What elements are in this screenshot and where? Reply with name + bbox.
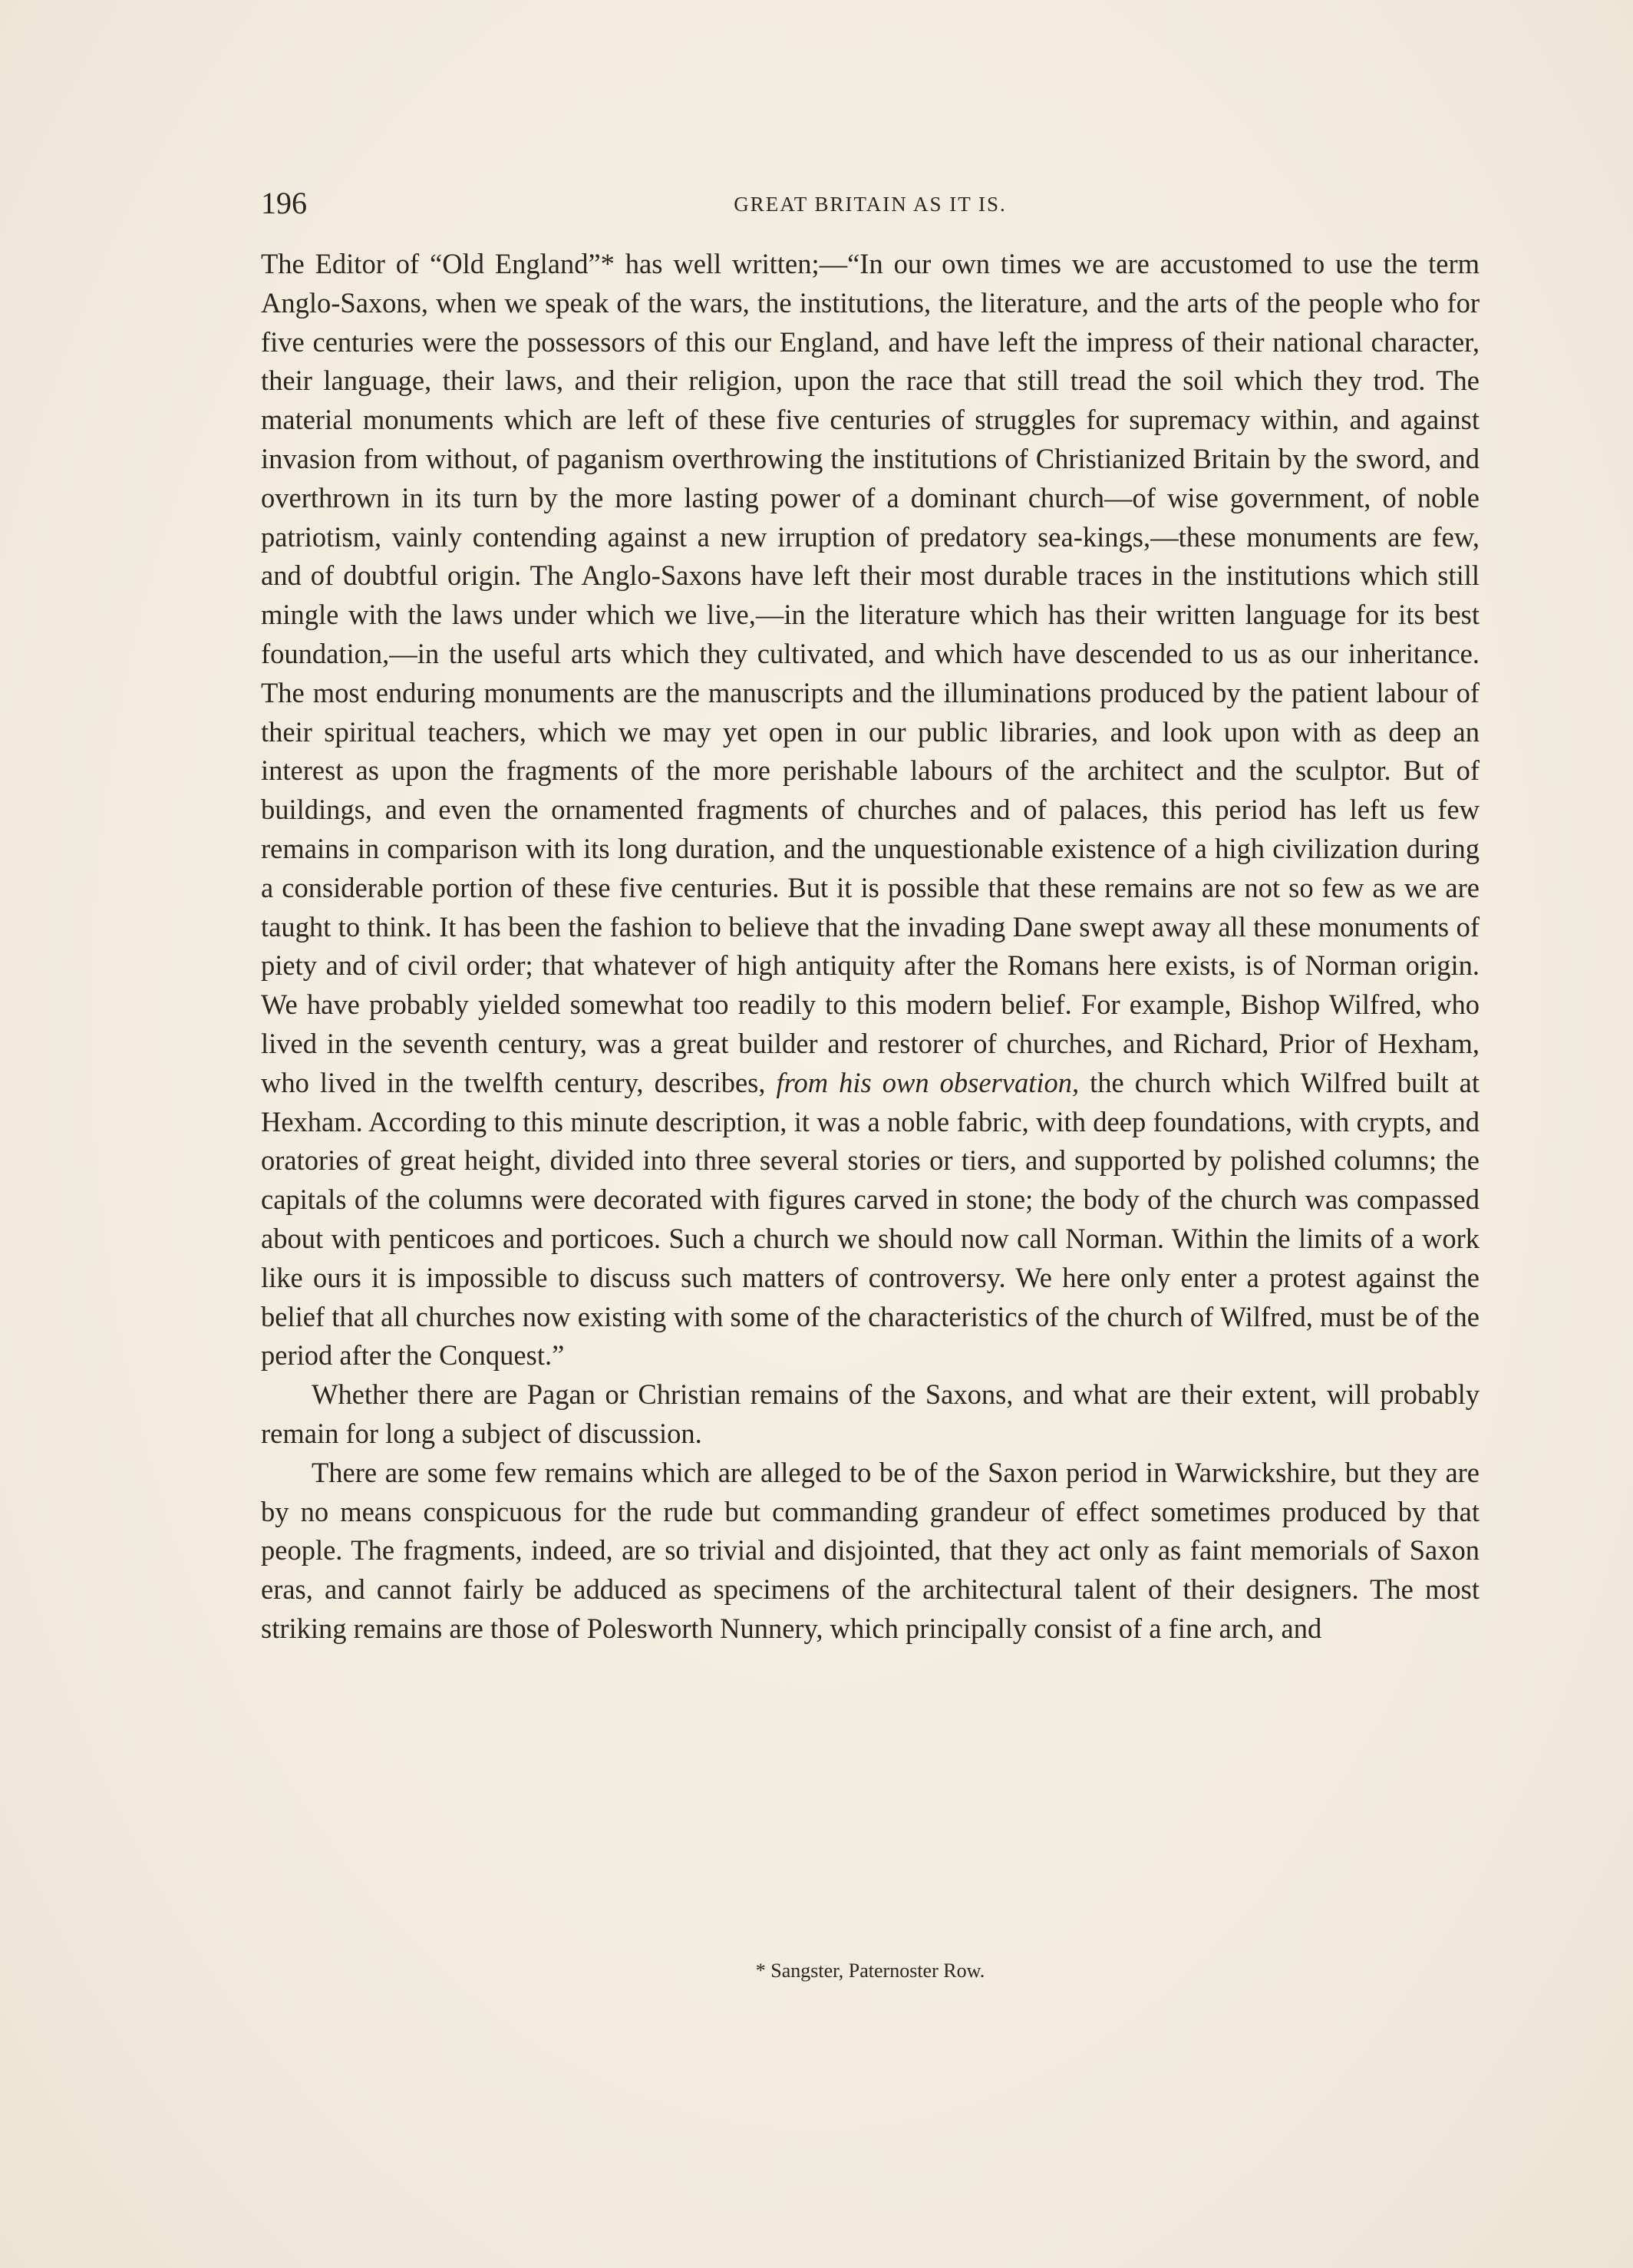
paragraph-1-part-1: The Editor of “Old England”* has well written;—“In our own times we are accustomed to use the term Anglo-Saxons, when we speak of the wars, the institutions, the literature, and the arts of the people who for five centuries were the possessors of this our England, and have left the impress of their national character, their language, their laws, and their religion, upon the race that still tread the soil which they trod. The material monuments which are left of these five centuries of struggles for supremacy within, and against invasion from without, of paganism overthrowing the institutions of Christianized Britain by the sword, and overthrown in its turn by the more lasting power of a dominant church—of wise government, of noble patriotism, vainly contending against a new irruption of predatory sea-kings,—these monuments are few, and of doubtful origin. The Anglo-Saxons have left their most durable traces in the institutions which still mingle with the laws under which we live,—in the literature which has their written language for its best foundation,—in the useful arts which they cultivated, and which have descended to us as our inheritance. The most enduring monuments are the manuscripts and the illuminations produced by the patient labour of their spiritual teachers, which we may yet open in our public libraries, and look upon with as deep an interest as upon the fragments of the more perishable labours of the architect and the sculptor. But of buildings, and even the ornamented fragments of churches and of palaces, this period has left us few remains in comparison with its long duration, and the unquestionable existence of a high civilization during a considerable portion of these five centuries. But it is possible that these remains are not so few as we are taught to think. It has been the fashion to believe that the invading Dane swept away all these monuments of piety and of civil order; that whatever of high antiquity after the Romans here exists, is of Norman origin. We have probably yielded somewhat too readily to this modern belief. For example, Bishop Wilfred, who lived in the seventh century, was a great builder and restorer of churches, and Richard, Prior of Hexham, who lived in the twelfth century, describes, xyxy=(261,248,1480,1098)
paragraph-1-part-2: the church which Wilfred built at Hexham. According to this minute description, it was a noble fabric, with deep foundations, with crypts, and oratories of great height, divided into three several stories or tiers, and supported by polished columns; the capitals of the columns were decorated with figures carved in stone; the body of the church was compassed about with penticoes and porticoes. Such a church we should now call Norman. Within the limits of a work like ours it is impossible to discuss such matters of controversy. We here only enter a protest against the belief that all churches now existing with some of the characteristics of the church of Wilfred, must be of the period after the Conquest.” xyxy=(261,1066,1480,1372)
footnote: * Sangster, Paternoster Row. xyxy=(755,1959,985,1982)
page-header xyxy=(261,184,1480,223)
body-text xyxy=(261,245,1480,1649)
paragraph-1 xyxy=(261,245,1480,1375)
paragraph-2: Whether there are Pagan or Christian remains of the Saxons, and what are their extent, will probably remain for long a subject of discussion. xyxy=(261,1378,1480,1449)
running-title: GREAT BRITAIN AS IT IS. xyxy=(734,193,1007,216)
paragraph-3: There are some few remains which are alleged to be of the Saxon period in Warwickshire, but they are by no means conspicuous for the rude but commanding grandeur of effect sometimes produced by that people. The fragments, indeed, are so trivial and disjointed, that they act only as faint memorials of Saxon eras, and cannot fairly be adduced as specimens of the architectural talent of their designers. The most striking remains are those of Polesworth Nunnery, which principally consist of a fine arch, and xyxy=(261,1456,1480,1644)
page-number: 196 xyxy=(261,186,307,220)
paragraph-1-italic-phrase: from his own observation, xyxy=(776,1066,1080,1098)
